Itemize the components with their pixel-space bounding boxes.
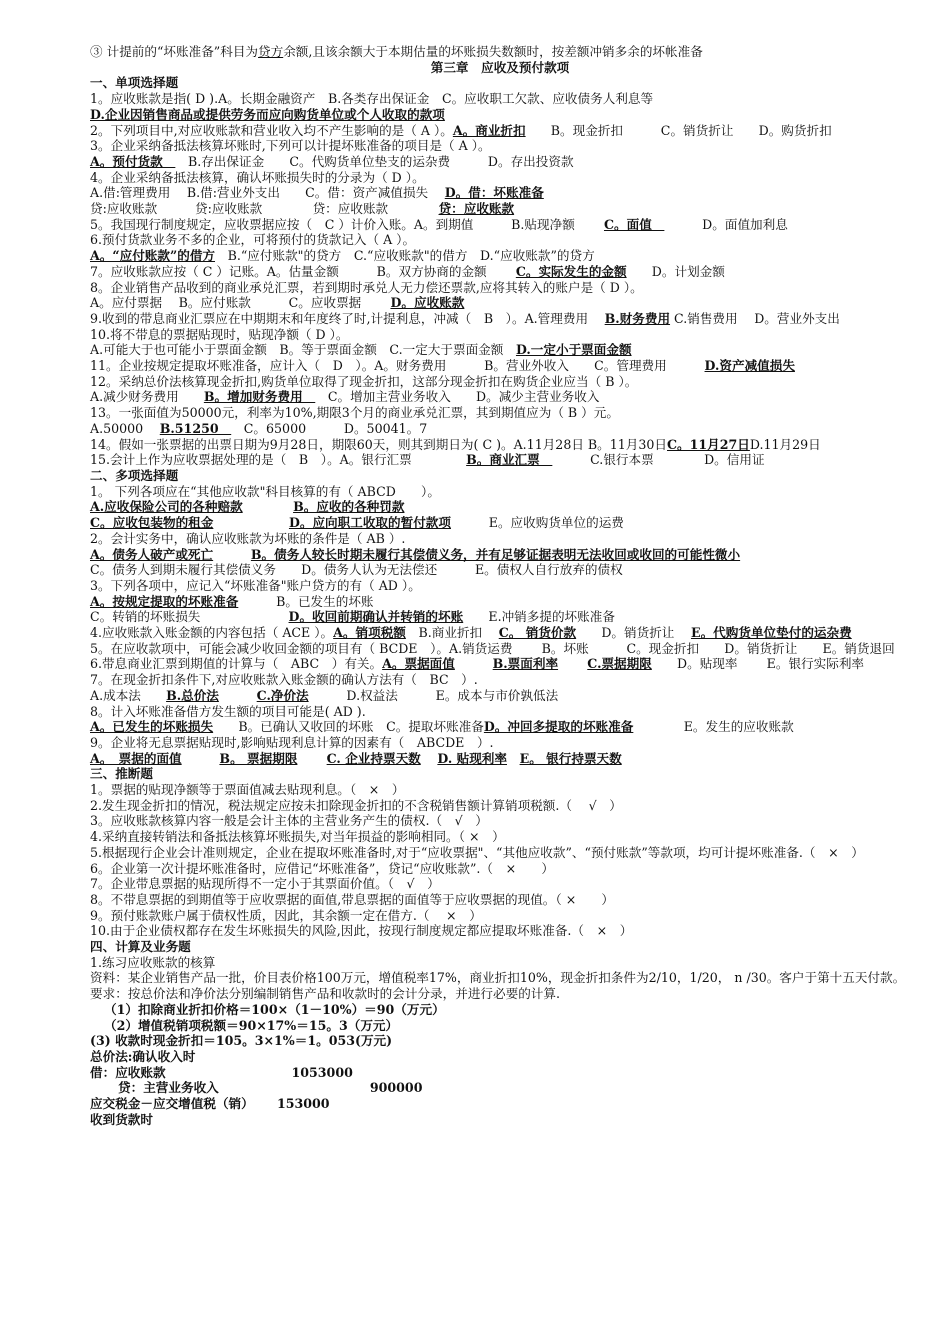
document-page: [90, 44, 910, 1128]
text-line: [90, 751, 910, 767]
text-segment: 1。票据的贴现净额等于票面值减去贴现利息。（ × ）: [90, 782, 405, 798]
answer-highlight: C. 企业持票天数: [326, 750, 421, 766]
text-segment: 15.会计上作为应收票据处理的是（ B ）。A。银行汇票: [90, 452, 467, 468]
answer-highlight: C。11月27日: [667, 436, 750, 452]
text-segment: C。债务人到期未履行其偿债义务 D。债务人认为无法偿还 E。债权人自行放弃的债权: [90, 562, 623, 578]
answer-highlight: E。代购货单位垫付的运杂费: [690, 625, 852, 641]
answer-highlight: B.票面利率: [492, 656, 559, 672]
text-segment: E。应收购货单位的运费: [450, 515, 624, 531]
text-line: [90, 358, 910, 374]
text-segment: 资料：某企业销售产品一批，价目表价格100万元，增值税率17%，商业折扣10%，现金折扣条件为2/10，1/20， n /30。客户于第十五天付款。: [90, 970, 906, 986]
text-segment: 4.应收账款入账金额的内容包括（ ACE ）。: [90, 625, 334, 641]
text-line: [90, 374, 910, 390]
answer-highlight: D. 贴现利率: [437, 750, 507, 766]
text-segment: 7。企业带息票据的贴现所得不一定小于其票面价值。（ √ ）: [90, 876, 440, 892]
text-line: [90, 923, 910, 939]
text-line: [90, 892, 910, 908]
text-line: [90, 609, 910, 625]
text-segment: 1。 下列各项应在“其他应收款"科目核算的有（ ABCD ）。: [90, 483, 440, 499]
answer-highlight: C。面值: [603, 216, 665, 232]
answer-highlight: B。 票据期限: [219, 750, 298, 766]
text-line: [90, 939, 910, 955]
text-line: [90, 327, 910, 343]
text-segment: 贷：主营业务收入 900000: [118, 1080, 423, 1096]
text-segment: 5.根据现行企业会计准则规定，企业在提取坏账准备时,对于“应收票据"、“其他应收款”、“预付账款”等款项，均可计提坏账准备.（ × ）: [90, 844, 864, 860]
answer-highlight: 贷：应收账款: [438, 201, 515, 217]
text-line: [90, 60, 910, 76]
text-segment: ③ 计提前的“坏账准备”科目为: [90, 44, 259, 59]
text-line: [90, 970, 910, 986]
answer-highlight: A。商业折扣: [452, 122, 526, 138]
text-line: [90, 625, 910, 641]
text-segment: 2.发生现金折扣的情况，税法规定应按未扣除现金折扣的不含税销售额计算销项税额.（ √ ）: [90, 797, 622, 813]
text-segment: B.“应付账款"的贷方 C.“应收账款"的借方 D.“应收账款”的贷方: [215, 248, 595, 264]
text-line: [90, 656, 910, 672]
answer-highlight: B。应收的各种罚款: [293, 499, 405, 515]
text-segment: 二、多项选择题: [90, 467, 179, 483]
text-segment: 14。假如一张票据的出票日期为9月28日，期限60天，则其到期日为( C )。A.11月28日 B。11月30日: [90, 436, 668, 452]
text-segment: 6.预付货款业务不多的企业，可将预付的货款记入（ A ）。: [90, 232, 416, 248]
answer-highlight: D。应向职工收取的暂付款项: [288, 515, 451, 531]
text-segment: 余额,且该余额大于本期估量的坏账损失数额时，按差额冲销多余的坏帐准备: [283, 44, 703, 59]
answer-highlight: A。预付货款: [90, 153, 176, 169]
text-line: [90, 107, 910, 123]
text-segment: D。贴现率 E。银行实际利率: [651, 656, 865, 672]
text-segment: B。已确认又收回的坏账 C。提取坏账准备: [213, 719, 484, 735]
text-line: [90, 154, 910, 170]
text-segment: 10.将不带息的票据贴现时，贴现净额（ D ）。: [90, 326, 349, 342]
text-segment: [507, 751, 520, 766]
text-line: [90, 813, 910, 829]
answer-highlight: C.净价法: [256, 687, 309, 703]
text-line: [90, 1018, 910, 1034]
text-segment: 贷:应收账款 贷:应收账款 贷：应收账款: [90, 201, 439, 217]
text-segment: 3。下列各项中，应记入“坏账准备"账户贷方的有（ AD ）。: [90, 577, 421, 593]
text-segment: 5。我国现行制度规定，应收票据应按（ C ）计价入账。A。到期值 B.贴现净额: [90, 216, 604, 232]
text-segment: B。现金折扣 C。销货折让 D。购货折扣: [525, 122, 832, 138]
text-line: [90, 91, 910, 107]
text-line: [90, 829, 910, 845]
text-line: [90, 1112, 910, 1128]
answer-highlight: A。债务人破产或死亡: [90, 546, 214, 562]
answer-highlight: D.企业因销售商品或提供劳务而应向购货单位或个人收取的款项: [90, 106, 445, 122]
text-segment: [243, 499, 293, 514]
text-segment: 9。预付账款账户属于债权性质，因此，其余额一定在借方.（ × ）: [90, 907, 482, 923]
text-line: [90, 295, 910, 311]
text-segment: [455, 656, 493, 671]
text-line: [90, 845, 910, 861]
text-segment: 13。一张面值为50000元，利率为10%,期限3个月的商业承兑汇票，其到期值应为（ B ）元。: [90, 405, 619, 421]
text-line: [90, 123, 910, 139]
text-segment: C.销售费用 D。营业外支出: [670, 310, 840, 326]
answer-highlight: C.票据期限: [587, 656, 652, 672]
text-line: [90, 405, 910, 421]
text-line: [90, 170, 910, 186]
answer-highlight: B.财务费用: [604, 310, 671, 326]
text-segment: [558, 656, 587, 671]
text-segment: 3。应收账款核算内容一般是会计主体的主营业务产生的债权.（ √ ）: [90, 813, 488, 829]
answer-highlight: B。商业汇票: [466, 452, 553, 468]
text-line: [90, 280, 910, 296]
text-line: [90, 389, 910, 405]
text-line: [90, 1033, 910, 1049]
text-segment: 借：应收账款 1053000: [90, 1064, 353, 1080]
text-segment: D.11月29日: [749, 436, 821, 452]
text-line: [90, 232, 910, 248]
text-line: [90, 342, 910, 358]
text-segment: [219, 688, 257, 703]
answer-highlight: D。借：坏账准备: [444, 185, 544, 201]
text-line: [90, 75, 910, 91]
text-segment: 3。企业采纳备抵法核算坏账时,下列可以计提坏账准备的项目是（ A ）。: [90, 138, 491, 154]
text-line: [90, 248, 910, 264]
answer-highlight: 贷方: [258, 44, 284, 59]
text-line: [90, 421, 910, 437]
text-segment: [182, 751, 220, 766]
text-segment: 8。企业销售产品收到的商业承兑汇票，若到期时承兑人无力偿还票款,应将其转入的账户是（ D ）。: [90, 279, 643, 295]
text-segment: D。销货折让: [576, 625, 691, 641]
text-segment: [297, 751, 326, 766]
answer-highlight: A。已发生的坏账损失: [90, 719, 214, 735]
answer-highlight: B.51250: [159, 420, 232, 436]
text-line: [90, 782, 910, 798]
answer-highlight: B。增加财务费用: [203, 389, 316, 405]
text-line: [90, 719, 910, 735]
text-segment: B.存出保证金 C。代购货单位垫支的运杂费 D。存出投资款: [175, 153, 574, 169]
text-line: [90, 201, 910, 217]
answer-highlight: B。债务人较长时期未履行其偿债义务，并有足够证据表明无法收回或收回的可能性微小: [250, 546, 741, 562]
text-line: [90, 594, 910, 610]
text-line: [90, 1096, 910, 1112]
text-segment: A.减少财务费用: [90, 389, 204, 405]
text-segment: 7。在现金折扣条件下,对应收账款入账金额的确认方法有（ BC ）.: [90, 672, 478, 688]
text-line: [90, 547, 910, 563]
answer-highlight: D。应收账款: [390, 295, 465, 311]
text-segment: C。转销的坏账损失: [90, 609, 289, 625]
text-segment: 第三章 应收及预付款项: [430, 59, 570, 75]
text-segment: D.权益法 E。成本与市价孰低法: [308, 687, 559, 703]
text-line: [90, 138, 910, 154]
text-line: [90, 468, 910, 484]
text-line: [90, 908, 910, 924]
text-segment: A。应付票据 B。应付账款 C。应收票据: [90, 295, 391, 311]
text-segment: 6.带息商业汇票到期值的计算与（ ABC ）有关。: [90, 656, 383, 672]
answer-highlight: C。实际发生的金额: [515, 263, 627, 279]
text-segment: A.成本法: [90, 687, 167, 703]
text-segment: 4。企业采纳备抵法核算，确认坏账损失时的分录为（ D ）。: [90, 169, 425, 185]
text-segment: 12。采纳总价法核算现金折扣,购货单位取得了现金折扣，这部分现金折扣在购货企业应当（ B ）。: [90, 373, 638, 389]
text-segment: 2。下列项目中,对应收账款和营业收入均不产生影响的是（ A ）。: [90, 122, 453, 138]
answer-highlight: A。“应付账款”的借方: [90, 248, 216, 264]
text-line: [90, 672, 910, 688]
text-line: [90, 515, 910, 531]
text-line: [90, 688, 910, 704]
answer-highlight: C。 销货价款: [498, 625, 577, 641]
answer-highlight: D.一定小于票面金额: [515, 342, 632, 358]
text-line: [90, 484, 910, 500]
text-segment: 应交税金－应交增值税（销） 153000: [90, 1096, 330, 1112]
text-line: [90, 641, 910, 657]
text-segment: E.冲销多提的坏账准备: [463, 609, 615, 625]
text-segment: 一、单项选择题: [90, 75, 179, 91]
text-line: [90, 499, 910, 515]
text-segment: 4.采纳直接转销法和备抵法核算坏账损失,对当年损益的影响相同。（ × ）: [90, 829, 505, 845]
text-line: [90, 735, 910, 751]
text-segment: 1。应收账款是指( D ).A。长期金融资产 B.各类存出保证金 C。应收职工欠款、应收债务人利息等: [90, 91, 654, 107]
text-segment: 10.由于企业债权都存在发生坏账损失的风险,因此，按现行制度规定都应提取坏账准备.（ × ）: [90, 923, 633, 939]
text-segment: 收到货款时: [90, 1111, 153, 1127]
answer-highlight: A。销项税额: [333, 625, 406, 641]
answer-highlight: A。按规定提取的坏账准备: [90, 593, 239, 609]
text-segment: C。增加主营业务收入 D。减少主营业务收入: [315, 389, 600, 405]
text-line: [90, 766, 910, 782]
text-segment: 8。不带息票据的到期值等于应收票据的面值,带息票据的面值等于应收票据的现值。（ × ）: [90, 891, 615, 907]
text-segment: 四、计算及业务题: [90, 939, 191, 955]
text-line: [90, 1065, 910, 1081]
text-segment: A.可能大于也可能小于票面金额 B。等于票面金额 C.一定大于票面金额: [90, 342, 516, 358]
text-segment: [421, 751, 438, 766]
text-line: [90, 1002, 910, 1018]
text-line: [90, 44, 910, 60]
text-line: [90, 876, 910, 892]
text-segment: B.商业折扣: [405, 625, 499, 641]
answer-highlight: D.资产减值损失: [704, 358, 795, 374]
text-line: [90, 986, 910, 1002]
text-segment: 9。企业将无息票据贴现时,影响贴现利息计算的因素有（ ABCDE ）.: [90, 734, 494, 750]
text-line: [90, 578, 910, 594]
text-segment: 7。应收账款应按（ C ）记账。A。估量金额 B。双方协商的金额: [90, 263, 516, 279]
answer-highlight: D。冲回多提取的坏账准备: [483, 719, 634, 735]
text-segment: A.借:管理费用 B.借:营业外支出 C。借：资产减值损失: [90, 185, 445, 201]
text-line: [90, 185, 910, 201]
answer-highlight: A.应收保险公司的各种赔款: [90, 499, 243, 515]
text-line: [90, 264, 910, 280]
answer-highlight: E。 银行持票天数: [519, 750, 622, 766]
text-segment: （2）增值税销项税额＝90×17%＝15。3（万元）: [104, 1017, 399, 1033]
text-line: [90, 311, 910, 327]
text-segment: 要求：按总价法和净价法分别编制销售产品和收款时的会计分录，并进行必要的计算.: [90, 986, 560, 1002]
text-segment: D。计划金额: [626, 263, 725, 279]
text-segment: (3) 收款时现金折扣＝105。3×1%＝1。053(万元): [90, 1033, 393, 1049]
text-line: [90, 704, 910, 720]
text-segment: 2。会计实务中，确认应收账款为坏账的条件是（ AB ）.: [90, 530, 406, 546]
text-line: [90, 562, 910, 578]
answer-highlight: B.总价法: [166, 687, 219, 703]
text-segment: 三、推断题: [90, 766, 153, 782]
answer-highlight: D。收回前期确认并转销的坏账: [288, 609, 464, 625]
text-segment: （1）扣除商业折扣价格＝100×（1－10%）＝90（万元）: [104, 1001, 445, 1017]
text-segment: A.50000: [90, 420, 160, 436]
text-segment: 5。在应收款项中，可能会减少收回金额的项目有（ BCDE ）。A.销货运费 B。坏账 C。现金折扣 D。销货折让 E。销货退回: [90, 640, 895, 656]
text-segment: [213, 547, 251, 562]
text-segment: 8。计入坏账准备借方发生额的项目可能是( AD ).: [90, 703, 366, 719]
text-segment: E。发生的应收账款: [633, 719, 794, 735]
answer-highlight: A。 票据的面值: [90, 750, 182, 766]
text-line: [90, 955, 910, 971]
text-line: [90, 861, 910, 877]
text-segment: 11。企业按规定提取坏账准备，应计入（ D ）。A。财务费用 B。营业外收入 C。管理费用: [90, 358, 705, 374]
text-segment: 6。企业第一次计提坏账准备时，应借记“坏账准备”，贷记“应收账款”.（ × ）: [90, 860, 554, 876]
text-line: [90, 1049, 910, 1065]
text-segment: C.银行本票 D。信用证: [552, 452, 765, 468]
answer-highlight: A。票据面值: [382, 656, 455, 672]
text-segment: 9.收到的带息商业汇票应在中期期末和年度终了时,计提利息，冲减（ B ）。A.管理费用: [90, 310, 605, 326]
text-line: [90, 437, 910, 453]
text-segment: C。65000 D。50041。7: [231, 420, 428, 436]
text-segment: 1.练习应收账款的核算: [90, 954, 216, 970]
text-segment: 总价法:确认收入时: [90, 1049, 196, 1064]
text-line: [90, 531, 910, 547]
text-line: [90, 217, 910, 233]
text-segment: B。已发生的坏账: [238, 593, 374, 609]
answer-highlight: C。应收包装物的租金: [90, 515, 214, 531]
text-line: [90, 798, 910, 814]
text-segment: [213, 515, 289, 530]
text-segment: D。面值加利息: [664, 216, 788, 232]
text-line: [90, 452, 910, 468]
text-line: [90, 1080, 910, 1096]
